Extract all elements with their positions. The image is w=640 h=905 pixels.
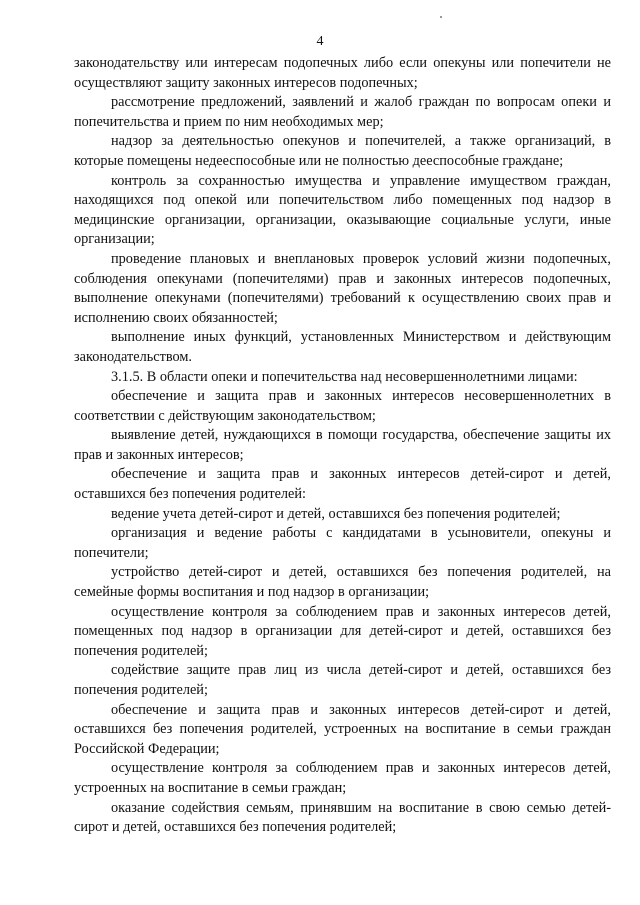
paragraph: осуществление контроля за соблюдением прав и законных интересов детей, устроенных на воспитание в семьи граждан; [74, 760, 611, 796]
paragraph-continuation: законодательству или интересам подопечных либо если опекуны или попечители не осуществляют защиту законных интересов подопечных; [74, 55, 611, 91]
paragraph: ведение учета детей-сирот и детей, оставшихся без попечения родителей; [111, 505, 561, 522]
paragraph: устройство детей-сирот и детей, оставшихся без попечения родителей, на семейные формы воспитания и под надзор в организации; [74, 564, 611, 601]
paragraph: надзор за деятельностью опекунов и попечителей, а также организаций, в которые помещены недееспособные или не полностью дееспособные граждане; [74, 133, 611, 169]
paragraph: оказание содействия семьям, принявшим на воспитание в свою семью детей-сирот и детей, оставшихся без попечения родителей; [74, 799, 611, 836]
paragraph: выявление детей, нуждающихся в помощи государства, обеспечение защиты их прав и законных интересов; [74, 427, 611, 463]
paragraph: обеспечение и защита прав и законных интересов детей-сирот и детей, оставшихся без попечения родителей, устроенных на воспитание в семьи граждан Российской Федерации; [74, 701, 611, 757]
paragraph: осуществление контроля за соблюдением прав и законных интересов детей, помещенных под надзор в организации для детей-сирот и детей, оставшихся без попечения родителей; [74, 603, 611, 659]
paragraph: обеспечение и защита прав и законных интересов несовершеннолетних в соответствии с действующим законодательством; [74, 388, 611, 424]
page-number: 4 [316, 34, 324, 49]
paragraph: контроль за сохранностью имущества и управление имуществом граждан, находящихся под опекой или попечительством либо помещенных под надзор в медицинские организации, организации, оказывающие социальные услуги, иные организации; [74, 172, 611, 248]
paragraph: содействие защите прав лиц из числа детей-сирот и детей, оставшихся без попечения родителей; [74, 662, 611, 698]
paragraph: выполнение иных функций, установленных Министерством и действующим законодательством. [74, 329, 611, 365]
document-body [74, 54, 611, 838]
section-heading-3-1-5: 3.1.5. В области опеки и попечительства над несовершеннолетними лицами: [111, 368, 578, 385]
paragraph: проведение плановых и внеплановых проверок условий жизни подопечных, соблюдения опекунами (попечителями) прав и законных интересов подопечных, выполнение опекунами (попечителями) требований к осуществлению своих прав и исполнению своих обязанностей; [74, 250, 611, 326]
scan-speck [440, 16, 442, 18]
paragraph: рассмотрение предложений, заявлений и жалоб граждан по вопросам опеки и попечительства и прием по ним необходимых мер; [74, 94, 611, 130]
paragraph: организация и ведение работы с кандидатами в усыновители, опекуны и попечители; [74, 525, 611, 561]
paragraph: обеспечение и защита прав и законных интересов детей-сирот и детей, оставшихся без попечения родителей: [74, 466, 611, 503]
